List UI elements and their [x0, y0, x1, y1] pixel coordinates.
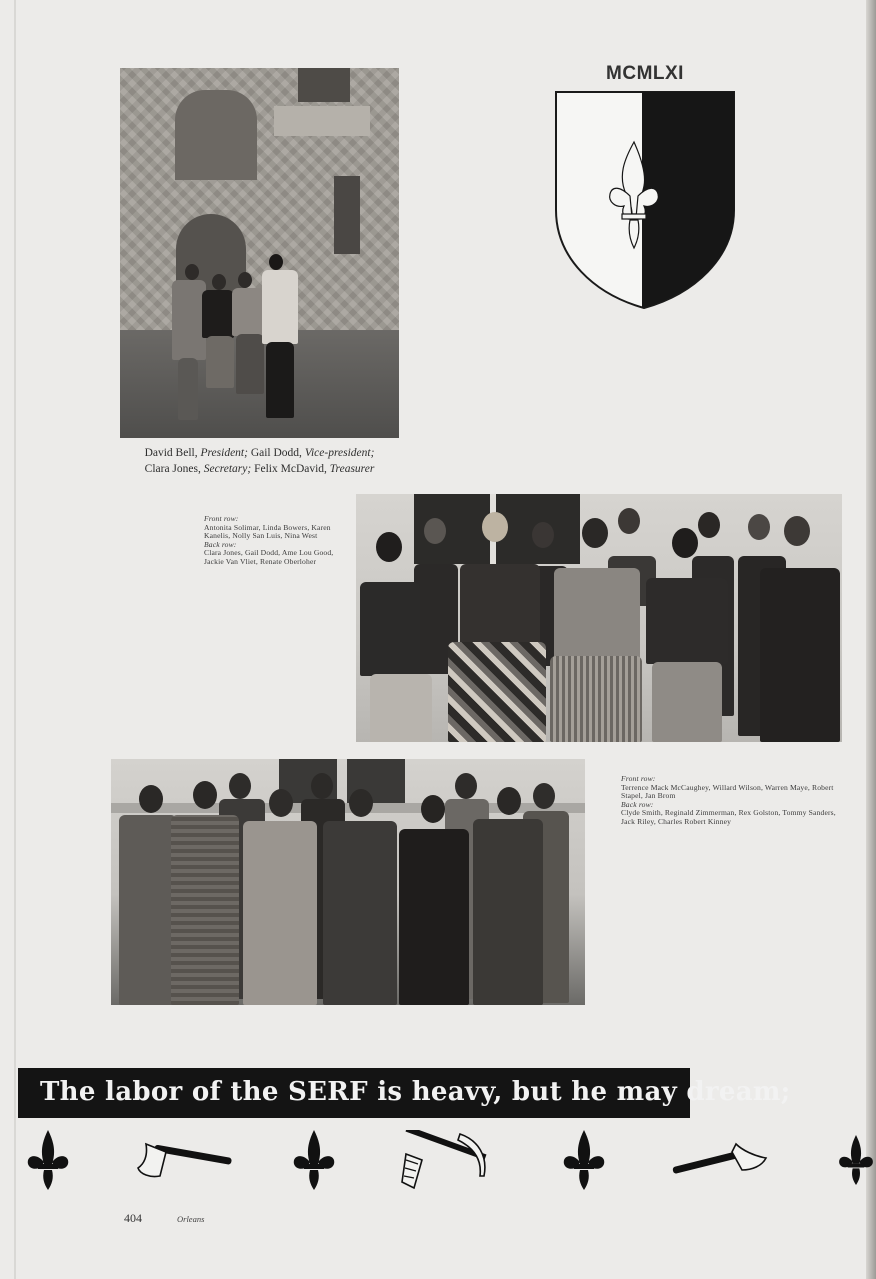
- officer-name: Gail Dodd,: [247, 447, 305, 459]
- fleur-de-lis-icon: [836, 1128, 876, 1192]
- person-head: [185, 264, 199, 280]
- officer-title: Treasurer: [329, 463, 375, 475]
- girls-group-photo: [356, 494, 842, 742]
- page-number: 404: [124, 1211, 142, 1225]
- back-row-names: Clyde Smith, Reginald Zimmerman, Rex Golston, Tommy Sanders, Jack Riley, Charles Robert Kinney: [621, 808, 836, 826]
- person-david-bell: [172, 280, 206, 360]
- girl-front-row: [646, 578, 728, 664]
- girl-head: [376, 532, 402, 562]
- front-row-names: Terrence Mack McCaughey, Willard Wilson, Warren Maye, Robert Stapel, Jan Brom: [621, 782, 834, 801]
- back-row-names: Clara Jones, Gail Dodd, Ame Lou Good, Jackie Van Vliet, Renate Oberloher: [204, 548, 334, 566]
- section-name: Orleans: [177, 1214, 205, 1224]
- person-head: [238, 272, 252, 288]
- officer-title: Vice-president;: [304, 447, 375, 459]
- person-felix-mcdavid: [262, 270, 298, 344]
- back-row-label: Back row:: [621, 799, 654, 809]
- girl-head: [424, 518, 446, 544]
- girl-patterned-skirt: [448, 642, 546, 742]
- fleur-de-lis-icon: [24, 1128, 72, 1192]
- girl-head: [698, 512, 720, 538]
- boys-group-photo: [111, 759, 585, 1005]
- equestrian-statue-niche: [175, 90, 257, 180]
- girls-caption: [204, 515, 350, 567]
- back-row-label: Back row:: [204, 539, 237, 549]
- front-row-label: Front row:: [621, 774, 656, 783]
- officer-title: Secretary;: [203, 463, 252, 475]
- girl-front-row: [554, 568, 640, 662]
- girl-head: [748, 514, 770, 540]
- person-clara-jones: [232, 288, 264, 336]
- person-head: [269, 254, 283, 270]
- person-skirt: [236, 334, 264, 394]
- girl-head: [784, 516, 810, 546]
- girl-front-row: [460, 564, 540, 644]
- boy-head: [497, 787, 521, 815]
- girl-head: [618, 508, 640, 534]
- year-label: MCMLXI: [606, 63, 684, 84]
- boy-head: [193, 781, 217, 809]
- boys-caption: [621, 775, 843, 827]
- officer-name: David Bell,: [144, 447, 201, 459]
- boy-head: [269, 789, 293, 817]
- girl-head: [532, 522, 554, 548]
- boy-front-row: [399, 829, 469, 1005]
- girl-head: [482, 512, 508, 542]
- fleur-de-lis-icon: [290, 1128, 338, 1192]
- girl-skirt: [550, 656, 642, 742]
- person-legs: [178, 358, 198, 420]
- boy-head: [421, 795, 445, 823]
- boy-front-row: [171, 815, 239, 1005]
- girl-front-row: [760, 568, 840, 742]
- boy-front-row: [243, 821, 317, 1005]
- upper-window: [298, 68, 350, 102]
- person-head: [212, 274, 226, 290]
- boy-front-row: [119, 815, 177, 1005]
- axe-icon: [670, 1138, 768, 1182]
- page-binding-edge: [14, 0, 16, 1279]
- front-row-label: Front row:: [204, 514, 239, 523]
- officers-photo: [120, 68, 399, 438]
- motto-banner: [18, 1068, 791, 1118]
- person-skirt: [206, 336, 234, 388]
- girl-skirt: [370, 674, 432, 742]
- tall-window: [334, 176, 360, 254]
- officer-title: President;: [200, 447, 248, 459]
- crossed-tools-icon: [400, 1130, 496, 1192]
- fleur-de-lis-icon: [560, 1128, 608, 1192]
- person-legs: [266, 342, 294, 418]
- balcony: [274, 106, 370, 136]
- officers-caption: [120, 445, 399, 477]
- boy-head: [455, 773, 477, 799]
- girl-head: [582, 518, 608, 548]
- officer-name: Clara Jones,: [144, 463, 204, 475]
- boy-head: [349, 789, 373, 817]
- girl-head: [672, 528, 698, 558]
- boy-front-row: [323, 821, 397, 1005]
- axe-icon: [136, 1140, 234, 1182]
- boy-head: [139, 785, 163, 813]
- officer-name: Felix McDavid,: [251, 463, 330, 475]
- girl-front-row: [360, 582, 420, 676]
- motto-text: The labor of the SERF is heavy, but he may dream;: [40, 1077, 791, 1107]
- boy-head: [229, 773, 251, 799]
- person-gail-dodd: [202, 290, 234, 338]
- page-shadow-edge: [866, 0, 876, 1279]
- shield-icon: [554, 90, 736, 310]
- girl-skirt: [652, 662, 722, 742]
- boy-head: [533, 783, 555, 809]
- boy-head: [311, 773, 333, 799]
- boy-front-row: [473, 819, 543, 1005]
- front-row-names: Antonita Solimar, Linda Bowers, Karen Kanelis, Nolly San Luis, Nina West: [204, 522, 331, 541]
